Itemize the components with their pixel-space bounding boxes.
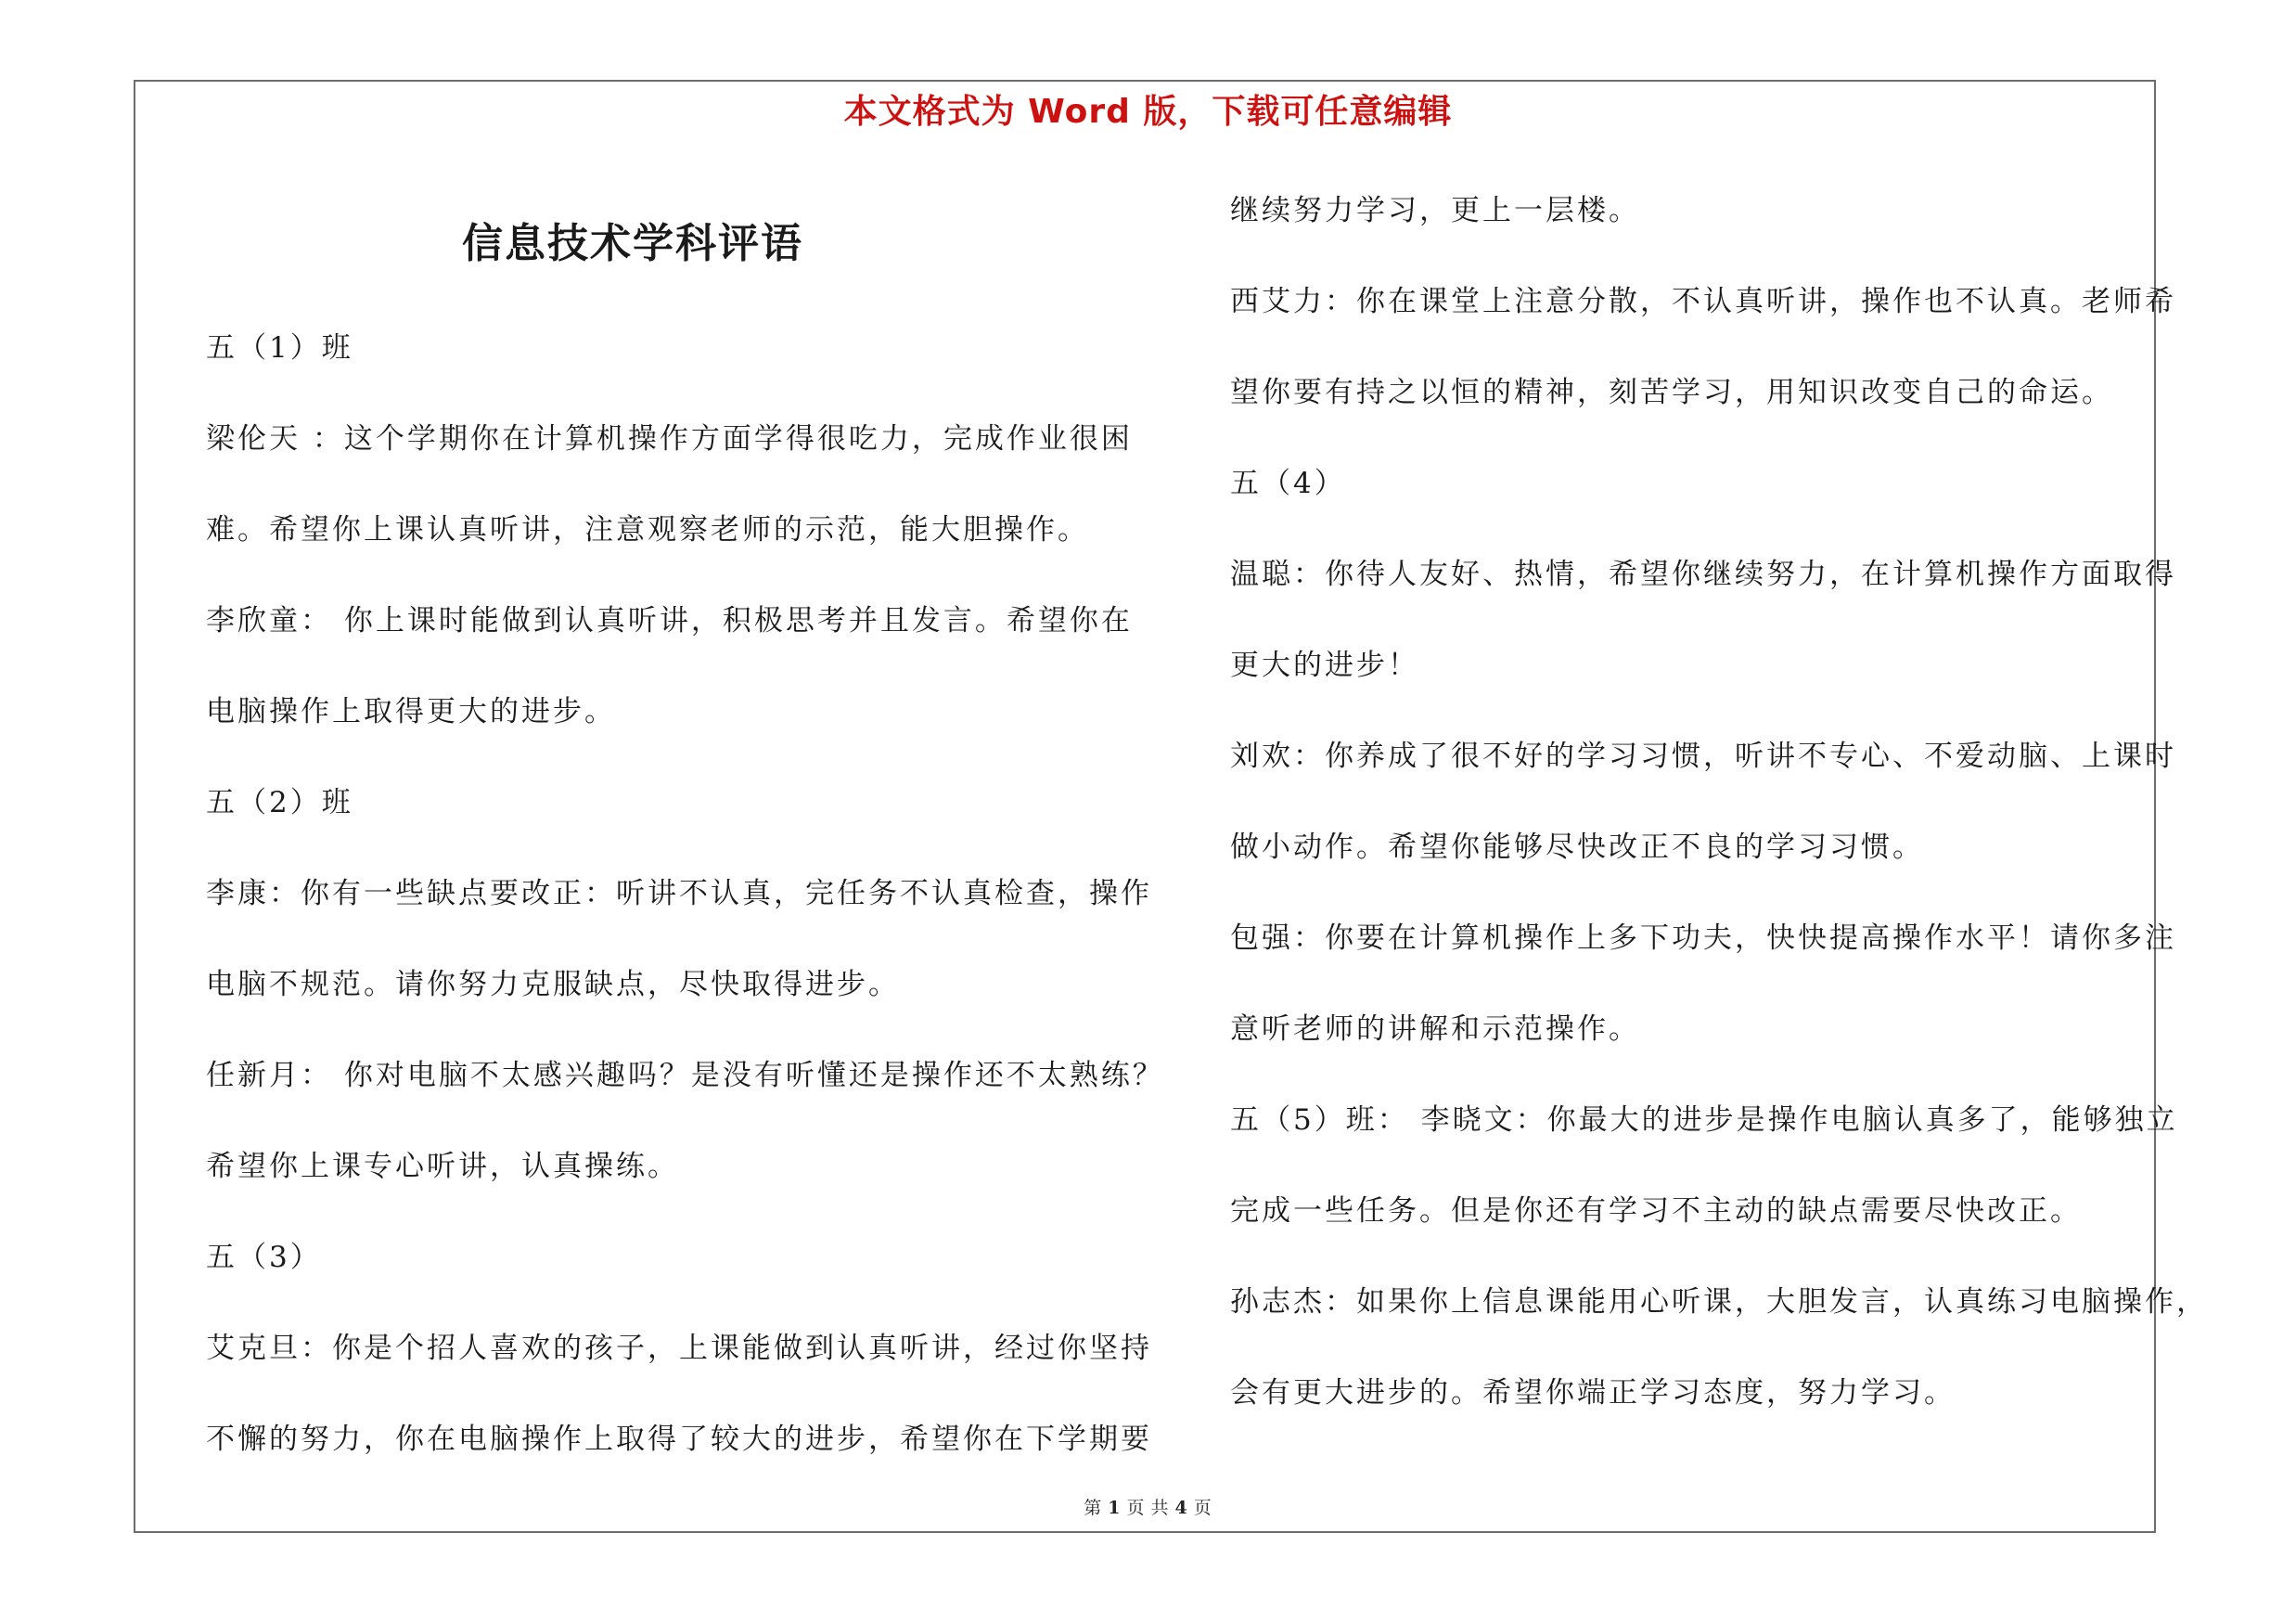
word-format-banner: 本文格式为 Word 版，下载可任意编辑 xyxy=(843,93,1453,131)
comment-line: 包强：你要在计算机操作上多下功夫，快快提高操作水平！请你多注 xyxy=(1230,921,2176,955)
comment-line: 难。希望你上课认真听讲，注意观察老师的示范，能大胆操作。 xyxy=(206,513,1089,547)
comment-line: 电脑操作上取得更大的进步。 xyxy=(206,695,616,728)
class-heading-5-3: 五（3） xyxy=(206,1241,322,1274)
comment-line: 希望你上课专心听讲，认真操练。 xyxy=(206,1150,679,1183)
class-heading-5-5: 五（5）班： 李晓文：你最大的进步是操作电脑认真多了，能够独立 xyxy=(1230,1103,2178,1137)
current-page-number: 1 xyxy=(1108,1498,1122,1518)
comment-line: 更大的进步！ xyxy=(1230,649,1419,682)
footer-suffix: 页 xyxy=(1193,1498,1212,1518)
comment-line: 刘欢：你养成了很不好的学习习惯，听讲不专心、不爱动脑、上课时 xyxy=(1230,740,2176,773)
comment-line: 继续努力学习，更上一层楼。 xyxy=(1230,194,1640,227)
class-heading-5-4: 五（4） xyxy=(1230,467,1346,500)
document-title: 信息技术学科评语 xyxy=(462,220,803,267)
comment-line: 望你要有持之以恒的精神，刻苦学习，用知识改变自己的命运。 xyxy=(1230,376,2113,409)
total-page-count: 4 xyxy=(1174,1498,1188,1518)
class-heading-5-1: 五（1）班 xyxy=(206,331,353,365)
page-number-footer xyxy=(0,1494,2296,1519)
comment-line: 完成一些任务。但是你还有学习不主动的缺点需要尽快改正。 xyxy=(1230,1194,2082,1228)
comment-line: 孙志杰：如果你上信息课能用心听课，大胆发言，认真练习电脑操作， xyxy=(1230,1285,2208,1319)
comment-line: 西艾力：你在课堂上注意分散，不认真听讲，操作也不认真。老师希 xyxy=(1230,285,2176,318)
comment-line: 不懈的努力，你在电脑操作上取得了较大的进步，希望你在下学期要 xyxy=(206,1423,1152,1456)
footer-total-word: 共 xyxy=(1150,1498,1170,1518)
comment-line: 任新月： 你对电脑不太感兴趣吗？是没有听懂还是操作还不太熟练？ xyxy=(206,1059,1164,1092)
comment-line: 李康：你有一些缺点要改正：听讲不认真，完任务不认真检查，操作 xyxy=(206,877,1152,910)
comment-line: 意听老师的讲解和示范操作。 xyxy=(1230,1012,1640,1046)
footer-prefix: 第 xyxy=(1084,1498,1103,1518)
comment-line: 梁伦天 ：这个学期你在计算机操作方面学得很吃力，完成作业很困 xyxy=(206,422,1133,456)
comment-line: 温聪：你待人友好、热情，希望你继续努力，在计算机操作方面取得 xyxy=(1230,558,2176,591)
comment-line: 李欣童： 你上课时能做到认真听讲，积极思考并且发言。希望你在 xyxy=(206,604,1133,638)
class-heading-5-2: 五（2）班 xyxy=(206,786,353,819)
comment-line: 会有更大进步的。希望你端正学习态度，努力学习。 xyxy=(1230,1376,1956,1410)
comment-line: 艾克旦：你是个招人喜欢的孩子，上课能做到认真听讲，经过你坚持 xyxy=(206,1332,1152,1365)
comment-line: 电脑不规范。请你努力克服缺点，尽快取得进步。 xyxy=(206,968,900,1001)
comment-line: 做小动作。希望你能够尽快改正不良的学习习惯。 xyxy=(1230,831,1924,864)
footer-page-word: 页 xyxy=(1126,1498,1146,1518)
